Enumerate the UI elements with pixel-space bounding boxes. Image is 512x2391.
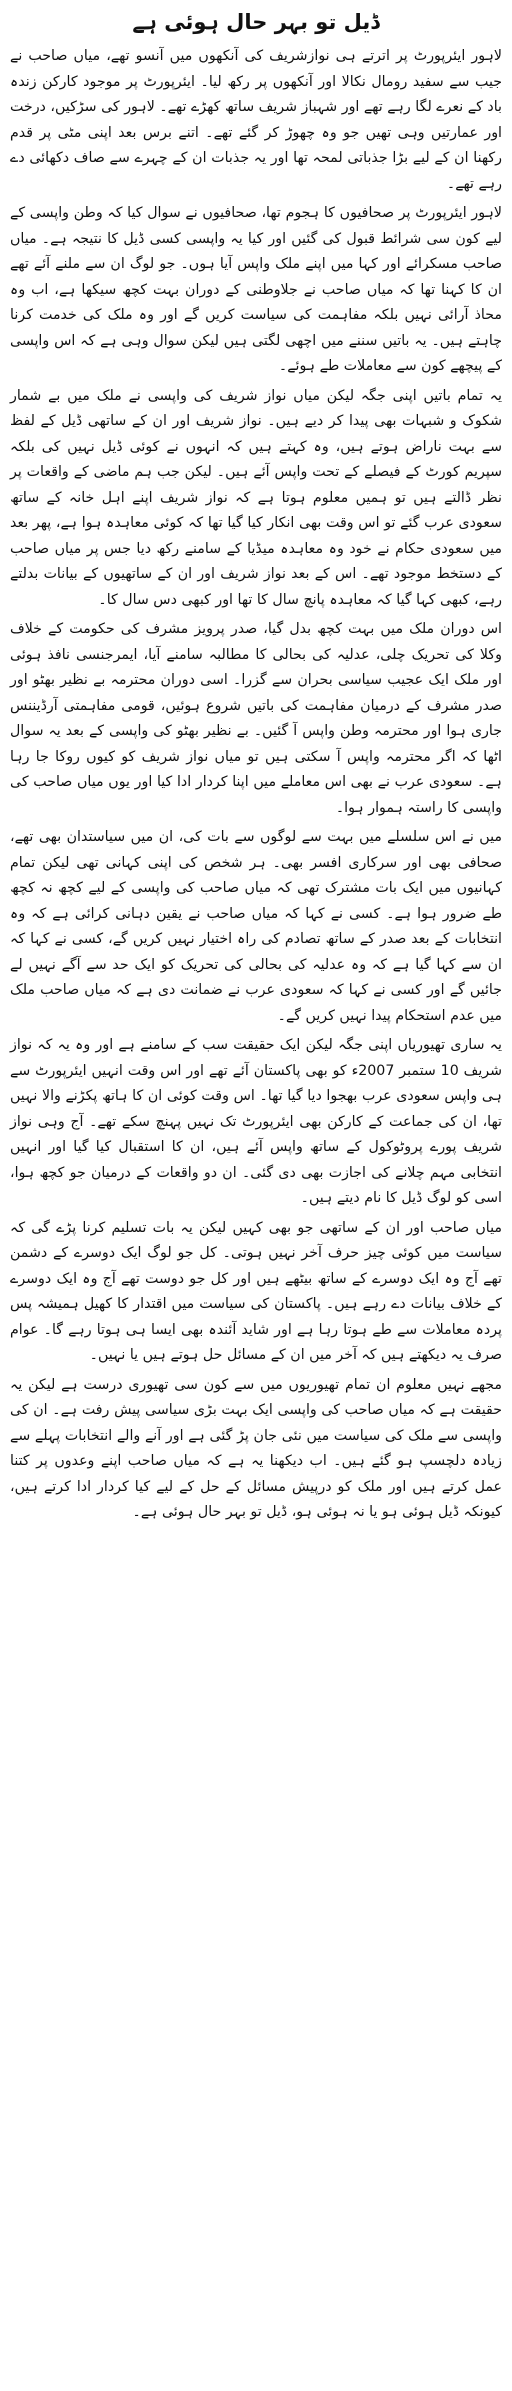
paragraph: مجھے نہیں معلوم ان تمام تھیوریوں میں سے کون سی تھیوری درست ہے لیکن یہ حقیقت ہے کہ میاں صاحب کی واپسی ایک بہت بڑی سیاسی پیش رفت ہے۔ ان کی واپسی سے ملک کی سیاست میں نئی جان پڑ گئی ہے اور آنے والے انتخابات پہلے سے زیادہ دلچسپ ہو گئے ہیں۔ اب دیکھنا یہ ہے کہ میاں صاحب اپنے وعدوں پر کتنا عمل کرتے ہیں اور ملک کو درپیش مسائل کے حل کے لیے کیا کردار ادا کرتے ہیں، کیونکہ ڈیل ہوئی ہو یا نہ ہوئی ہو، ڈیل تو بہر حال ہوئی ہے۔ (10, 1376, 502, 1520)
paragraph: میاں صاحب اور ان کے ساتھی جو بھی کہیں لیکن یہ بات تسلیم کرنا پڑے گی کہ سیاست میں کوئی چیز حرف آخر نہیں ہوتی۔ کل جو لوگ ایک دوسرے کے دشمن تھے آج وہ ایک دوسرے کے ساتھ بیٹھے ہیں اور کل جو دوست تھے آج وہ ایک دوسرے کے خلاف بیانات دے رہے ہیں۔ پاکستان کی سیاست میں اقتدار کا کھیل ہمیشہ پس پردہ معاملات سے طے ہوتا رہا ہے اور شاید آئندہ بھی ایسا ہی ہوتا رہے گا۔ عوام صرف یہ دیکھتے ہیں کہ آخر میں ان کے مسائل حل ہوتے ہیں یا نہیں۔ (10, 1219, 502, 1363)
paragraph: یہ ساری تھیوریاں اپنی جگہ لیکن ایک حقیقت سب کے سامنے ہے اور وہ یہ کہ نواز شریف 10 ستمبر 2007ء کو بھی پاکستان آئے تھے اور اس وقت انہیں ایئرپورٹ سے ہی واپس سعودی عرب بھجوا دیا گیا تھا۔ اس وقت کوئی ان کا ہاتھ پکڑنے والا نہیں تھا، ان کی جماعت کے کارکن بھی ایئرپورٹ تک نہیں پہنچ سکے تھے۔ آج وہی نواز شریف پورے پروٹوکول کے ساتھ واپس آئے ہیں، ان کا استقبال کیا گیا اور انہیں انتخابی مہم چلانے کی اجازت بھی دی گئی۔ ان دو واقعات کے درمیان جو کچھ ہوا، اسی کو لوگ ڈیل کا نام دیتے ہیں۔ (10, 1037, 502, 1206)
paragraph: میں نے اس سلسلے میں بہت سے لوگوں سے بات کی، ان میں سیاستدان بھی تھے، صحافی بھی اور سرکاری افسر بھی۔ ہر شخص کی اپنی کہانی تھی لیکن تمام کہانیوں میں ایک بات مشترک تھی کہ میاں صاحب کی واپسی کے لیے کچھ نہ کچھ طے ضرور ہوا ہے۔ کسی نے کہا کہ میاں صاحب نے یقین دہانی کرائی ہے کہ وہ انتخابات کے بعد صدر کے ساتھ تصادم کی راہ اختیار نہیں کریں گے، کسی نے کہا کہ ان سے کہا گیا ہے کہ وہ عدلیہ کی بحالی کی تحریک کو ایک حد سے آگے نہیں لے جائیں گے اور کسی نے کہا کہ سعودی عرب نے ضمانت دی ہے کہ میاں صاحب ملک میں عدم استحکام پیدا نہیں کریں گے۔ (10, 829, 502, 1024)
paragraph: یہ تمام باتیں اپنی جگہ لیکن میاں نواز شریف کی واپسی نے ملک میں بے شمار شکوک و شبہات بھی پیدا کر دیے ہیں۔ نواز شریف اور ان کے ساتھی ڈیل کے لفظ سے بہت ناراض ہوتے ہیں، وہ کہتے ہیں کہ انہوں نے کوئی ڈیل نہیں کی بلکہ سپریم کورٹ کے فیصلے کے تحت واپس آئے ہیں۔ لیکن جب ہم ماضی کے واقعات پر نظر ڈالتے ہیں تو ہمیں معلوم ہوتا ہے کہ نواز شریف اپنے اہل خانہ کے ساتھ سعودی عرب گئے تو اس وقت بھی انکار کیا گیا تھا کہ کوئی معاہدہ ہوا ہے، پھر بعد میں سعودی حکام نے خود وہ معاہدہ میڈیا کے سامنے رکھ دیا جس پر میاں صاحب کے دستخط موجود تھے۔ اس کے بعد نواز شریف اور ان کے ساتھیوں کے بیانات بدلتے رہے، کبھی کہا گیا کہ معاہدہ پانچ سال کا تھا اور کبھی دس سال کا۔ (10, 387, 502, 608)
paragraph: لاہور ایئرپورٹ پر اترتے ہی نوازشریف کی آنکھوں میں آنسو تھے، میاں صاحب نے جیب سے سفید رومال نکالا اور آنکھوں پر رکھ لیا۔ ایئرپورٹ پر موجود کارکن زندہ باد کے نعرے لگا رہے تھے اور شہباز شریف ساتھ کھڑے تھے۔ لاہور کی سڑکیں، درخت اور عمارتیں وہی تھیں جو وہ چھوڑ کر گئے تھے۔ اتنے برس بعد اپنی مٹی پر قدم رکھنا ان کے لیے بڑا جذباتی لمحہ تھا اور یہ جذبات ان کے چہرے سے صاف دکھائی دے رہے تھے۔ (10, 48, 502, 192)
paragraph: لاہور ایئرپورٹ پر صحافیوں کا ہجوم تھا، صحافیوں نے سوال کیا کہ وطن واپسی کے لیے کون سی شرائط قبول کی گئیں اور کیا یہ واپسی کسی ڈیل کا نتیجہ ہے۔ میاں صاحب مسکرائے اور کہا میں اپنے ملک واپس آیا ہوں۔ جو لوگ ان سے ملنے آئے تھے ان کا کہنا تھا کہ میاں صاحب نے جلاوطنی کے دوران بہت کچھ سیکھا ہے، اب وہ محاذ آرائی نہیں بلکہ مفاہمت کی سیاست کریں گے اور وہ ملک کی خدمت کرنا چاہتے ہیں۔ یہ باتیں سننے میں اچھی لگتی ہیں لیکن سوال وہی ہے کہ اس واپسی کے پیچھے کون سے معاملات طے ہوئے۔ (10, 205, 502, 374)
paragraph: اس دوران ملک میں بہت کچھ بدل گیا، صدر پرویز مشرف کی حکومت کے خلاف وکلا کی تحریک چلی، عدلیہ کی بحالی کا مطالبہ سامنے آیا، ایمرجنسی نافذ ہوئی اور ملک ایک عجیب سیاسی بحران سے گزرا۔ اسی دوران محترمہ بے نظیر بھٹو اور صدر مشرف کے درمیان مفاہمت کی باتیں شروع ہوئیں، قومی مفاہمتی آرڈیننس جاری ہوا اور محترمہ وطن واپس آ گئیں۔ بے نظیر بھٹو کی واپسی کے بعد یہ سوال اٹھا کہ اگر محترمہ واپس آ سکتی ہیں تو میاں نواز شریف کو کیوں روکا جا رہا ہے۔ سعودی عرب نے بھی اس معاملے میں اپنا کردار ادا کیا اور یوں میاں صاحب کی واپسی کا راستہ ہموار ہوا۔ (10, 621, 502, 816)
article-body (10, 44, 502, 1526)
headline: ڈیل تو بہر حال ہوئی ہے (132, 10, 380, 34)
